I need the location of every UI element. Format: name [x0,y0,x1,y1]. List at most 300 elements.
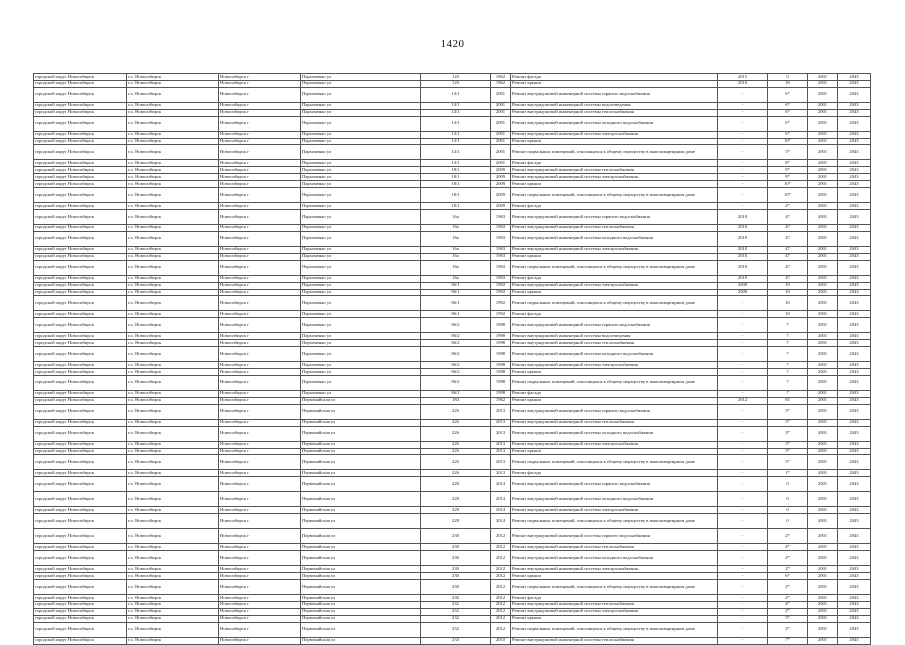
district-cell: г.о. Новосибирск [127,311,219,318]
street-cell: Первомайская ул [301,404,421,419]
wear-cell: 3* [768,448,808,455]
year-built-cell: 2012 [491,615,511,622]
year-built-cell: 2014 [491,514,511,529]
period-start-cell: 2001 [808,296,838,311]
period-end-cell: 2043 [838,203,871,210]
last-repair-year-cell: - [718,296,768,311]
municipality-cell: городской округ Новосибирск [34,209,127,224]
city-cell: Новосибирск г [219,448,301,455]
street-cell: Первомайская ул [301,622,421,637]
work-type-cell: Ремонт фасада [511,275,718,282]
street-cell: Пархоменко ул [301,231,421,246]
district-cell: г.о. Новосибирск [127,131,219,138]
district-cell: г.о. Новосибирск [127,507,219,514]
year-built-cell: 2012 [491,566,511,573]
table-row [34,224,871,231]
year-built-cell: 2013 [491,448,511,455]
work-type-cell: Ремонт внутридомовой инженерной системы горячего водоснабжения [511,404,718,419]
district-cell: г.о. Новосибирск [127,188,219,203]
municipality-cell: городской округ Новосибирск [34,260,127,275]
municipality-cell: городской округ Новосибирск [34,362,127,369]
city-cell: Новосибирск г [219,470,301,477]
district-cell: г.о. Новосибирск [127,470,219,477]
work-type-cell: Ремонт внутридомовой инженерной системы холодного водоснабжения [511,492,718,507]
city-cell: Новосибирск г [219,289,301,296]
street-cell: Пархоменко ул [301,87,421,102]
house-number-cell: 86/1 [421,296,491,311]
work-type-cell: Ремонт фасада [511,160,718,167]
table-row [34,551,871,566]
period-start-cell: 2001 [808,375,838,390]
house-number-cell: 16а [421,253,491,260]
period-end-cell: 2043 [838,246,871,253]
city-cell: Новосибирск г [219,102,301,109]
table-row [34,209,871,224]
period-end-cell: 2043 [838,544,871,551]
district-cell: г.о. Новосибирск [127,340,219,347]
work-type-cell: Ремонт внутридомовой инженерной системы теплоснабжения [511,224,718,231]
street-cell: Первомайская ул [301,507,421,514]
period-start-cell: 2001 [808,87,838,102]
house-number-cell: 232 [421,608,491,615]
city-cell: Новосибирск г [219,181,301,188]
period-start-cell: 2001 [808,102,838,109]
table-row [34,419,871,426]
last-repair-year-cell: - [718,455,768,470]
street-cell: Пархоменко ул [301,275,421,282]
work-type-cell: Ремонт внутридомовой инженерной системы холодного водоснабжения [511,551,718,566]
year-built-cell: 2009 [491,174,511,181]
house-number-cell: 14/1 [421,102,491,109]
period-end-cell: 2043 [838,470,871,477]
period-end-cell: 2043 [838,174,871,181]
wear-cell: 7 [768,362,808,369]
year-built-cell: 2009 [491,167,511,174]
last-repair-year-cell: - [718,311,768,318]
city-cell: Новосибирск г [219,116,301,131]
district-cell: г.о. Новосибирск [127,362,219,369]
wear-cell: 3* [768,441,808,448]
municipality-cell: городской округ Новосибирск [34,347,127,362]
municipality-cell: городской округ Новосибирск [34,507,127,514]
municipality-cell: городской округ Новосибирск [34,296,127,311]
house-number-cell: 18/1 [421,181,491,188]
year-built-cell: 1998 [491,318,511,333]
city-cell: Новосибирск г [219,260,301,275]
wear-cell: 2* [768,566,808,573]
work-type-cell: Ремонт внутридомовой инженерной системы теплоснабжения [511,419,718,426]
house-number-cell: 228 [421,477,491,492]
work-type-cell: Ремонт подвальных помещений, относящихся к общему имуществу в многоквартирном доме [511,296,718,311]
district-cell: г.о. Новосибирск [127,492,219,507]
period-end-cell: 2043 [838,231,871,246]
period-start-cell: 2001 [808,260,838,275]
house-number-cell: 232 [421,615,491,622]
municipality-cell: городской округ Новосибирск [34,181,127,188]
year-built-cell: 2012 [491,551,511,566]
last-repair-year-cell: - [718,131,768,138]
house-number-cell: 230 [421,580,491,595]
city-cell: Новосибирск г [219,529,301,544]
last-repair-year-cell: - [718,637,768,644]
municipality-cell: городской округ Новосибирск [34,573,127,580]
municipality-cell: городской округ Новосибирск [34,622,127,637]
last-repair-year-cell: - [718,369,768,376]
street-cell: Пархоменко ул [301,318,421,333]
period-end-cell: 2043 [838,318,871,333]
table-row [34,544,871,551]
street-cell: Первомайская ул [301,441,421,448]
municipality-cell: городской округ Новосибирск [34,375,127,390]
city-cell: Новосибирск г [219,109,301,116]
year-built-cell: 1998 [491,340,511,347]
house-number-cell: 16а [421,224,491,231]
work-type-cell: Ремонт внутридомовой инженерной системы электроснабжения [511,441,718,448]
street-cell: Первомайская ул [301,551,421,566]
period-end-cell: 2043 [838,637,871,644]
table-row [34,529,871,544]
street-cell: Пархоменко ул [301,289,421,296]
period-end-cell: 2043 [838,275,871,282]
period-end-cell: 2043 [838,102,871,109]
wear-cell: 7 [768,390,808,397]
work-type-cell: Ремонт внутридомовой инженерной системы холодного водоснабжения [511,231,718,246]
city-cell: Новосибирск г [219,426,301,441]
year-built-cell: 2013 [491,404,511,419]
last-repair-year-cell: - [718,470,768,477]
district-cell: г.о. Новосибирск [127,514,219,529]
period-start-cell: 2001 [808,174,838,181]
last-repair-year-cell: - [718,566,768,573]
street-cell: Пархоменко ул [301,390,421,397]
city-cell: Новосибирск г [219,441,301,448]
work-type-cell: Ремонт подвальных помещений, относящихся к общему имуществу в многоквартирном доме [511,260,718,275]
municipality-cell: городской округ Новосибирск [34,390,127,397]
city-cell: Новосибирск г [219,296,301,311]
period-start-cell: 2001 [808,397,838,404]
district-cell: г.о. Новосибирск [127,296,219,311]
table-row [34,87,871,102]
city-cell: Новосибирск г [219,514,301,529]
period-start-cell: 2001 [808,551,838,566]
street-cell: Пархоменко ул [301,224,421,231]
period-start-cell: 2001 [808,347,838,362]
district-cell: г.о. Новосибирск [127,174,219,181]
table-row [34,369,871,376]
district-cell: г.о. Новосибирск [127,426,219,441]
house-number-cell: 86/2 [421,375,491,390]
year-built-cell: 2001 [491,145,511,160]
wear-cell: 47 [768,275,808,282]
period-end-cell: 2043 [838,514,871,529]
year-built-cell: 2013 [491,419,511,426]
period-start-cell: 2001 [808,282,838,289]
wear-cell: 6* [768,87,808,102]
period-end-cell: 2043 [838,80,871,87]
street-cell: Первомайская ул [301,637,421,644]
house-number-cell: 184 [421,397,491,404]
year-built-cell: 1998 [491,375,511,390]
period-start-cell: 2001 [808,595,838,602]
municipality-cell: городской округ Новосибирск [34,608,127,615]
wear-cell: 2* [768,608,808,615]
house-number-cell: 226 [421,470,491,477]
last-repair-year-cell: - [718,544,768,551]
municipality-cell: городской округ Новосибирск [34,580,127,595]
city-cell: Новосибирск г [219,167,301,174]
table-row [34,253,871,260]
table-row [34,397,871,404]
wear-cell: 0 [768,492,808,507]
wear-cell: 10 [768,296,808,311]
table-row [34,188,871,203]
period-start-cell: 2001 [808,231,838,246]
municipality-cell: городской округ Новосибирск [34,131,127,138]
city-cell: Новосибирск г [219,209,301,224]
street-cell: Пархоменко ул [301,109,421,116]
house-number-cell: 16а [421,209,491,224]
district-cell: г.о. Новосибирск [127,253,219,260]
table-row [34,102,871,109]
last-repair-year-cell: - [718,87,768,102]
municipality-cell: городской округ Новосибирск [34,224,127,231]
municipality-cell: городской округ Новосибирск [34,595,127,602]
municipality-cell: городской округ Новосибирск [34,544,127,551]
last-repair-year-cell: - [718,167,768,174]
wear-cell: 65 [768,397,808,404]
house-number-cell: 16а [421,231,491,246]
city-cell: Новосибирск г [219,282,301,289]
wear-cell: 2* [768,203,808,210]
city-cell: Новосибирск г [219,347,301,362]
table-row [34,566,871,573]
district-cell: г.о. Новосибирск [127,333,219,340]
wear-cell: 7 [768,369,808,376]
street-cell: Первомайская ул [301,615,421,622]
street-cell: Пархоменко ул [301,102,421,109]
year-built-cell: 2009 [491,188,511,203]
work-type-cell: Ремонт внутридомовой инженерной системы электроснабжения [511,362,718,369]
last-repair-year-cell: 2010 [718,80,768,87]
period-start-cell: 2001 [808,507,838,514]
last-repair-year-cell: - [718,507,768,514]
period-start-cell: 2001 [808,311,838,318]
work-type-cell: Ремонт внутридомовой инженерной системы теплоснабжения [511,109,718,116]
table-row [34,333,871,340]
table-row [34,492,871,507]
table-row [34,181,871,188]
period-start-cell: 2001 [808,529,838,544]
wear-cell: 7 [768,347,808,362]
last-repair-year-cell: 2010 [718,231,768,246]
work-type-cell: Ремонт крыши [511,397,718,404]
period-end-cell: 2043 [838,492,871,507]
street-cell: Пархоменко ул [301,311,421,318]
municipality-cell: городской округ Новосибирск [34,275,127,282]
wear-cell: 0 [768,74,808,81]
city-cell: Новосибирск г [219,160,301,167]
municipality-cell: городской округ Новосибирск [34,231,127,246]
period-start-cell: 2001 [808,318,838,333]
last-repair-year-cell: - [718,551,768,566]
period-end-cell: 2043 [838,397,871,404]
work-type-cell: Ремонт внутридомовой инженерной системы горячего водоснабжения [511,477,718,492]
period-end-cell: 2043 [838,404,871,419]
period-start-cell: 2001 [808,426,838,441]
last-repair-year-cell: 2008 [718,289,768,296]
municipality-cell: городской округ Новосибирск [34,333,127,340]
street-cell: Первомайская ул [301,492,421,507]
district-cell: г.о. Новосибирск [127,116,219,131]
city-cell: Новосибирск г [219,566,301,573]
year-built-cell: 1963 [491,246,511,253]
period-end-cell: 2043 [838,622,871,637]
house-number-cell: 232 [421,622,491,637]
period-start-cell: 2001 [808,74,838,81]
last-repair-year-cell: - [718,477,768,492]
year-built-cell: 2012 [491,573,511,580]
period-end-cell: 2043 [838,507,871,514]
house-number-cell: 230 [421,566,491,573]
year-built-cell: 2001 [491,138,511,145]
year-built-cell: 2014 [491,507,511,514]
work-type-cell: Ремонт внутридомовой инженерной системы горячего водоснабжения [511,209,718,224]
wear-cell: 5* [768,145,808,160]
table-row [34,507,871,514]
street-cell: Пархоменко ул [301,174,421,181]
house-number-cell: 86/2 [421,333,491,340]
district-cell: г.о. Новосибирск [127,260,219,275]
district-cell: г.о. Новосибирск [127,601,219,608]
city-cell: Новосибирск г [219,275,301,282]
table-row [34,109,871,116]
table-row [34,138,871,145]
period-start-cell: 2001 [808,470,838,477]
municipality-cell: городской округ Новосибирск [34,246,127,253]
city-cell: Новосибирск г [219,404,301,419]
period-end-cell: 2043 [838,253,871,260]
period-end-cell: 2043 [838,224,871,231]
municipality-cell: городской округ Новосибирск [34,188,127,203]
period-start-cell: 2001 [808,601,838,608]
district-cell: г.о. Новосибирск [127,318,219,333]
period-start-cell: 2001 [808,253,838,260]
table-row [34,426,871,441]
house-number-cell: 18/1 [421,167,491,174]
work-type-cell: Ремонт внутридомовой инженерной системы теплоснабжения [511,167,718,174]
wear-cell: 0 [768,507,808,514]
period-end-cell: 2043 [838,74,871,81]
municipality-cell: городской округ Новосибирск [34,318,127,333]
last-repair-year-cell: - [718,116,768,131]
municipality-cell: городской округ Новосибирск [34,369,127,376]
wear-cell: 9* [768,174,808,181]
city-cell: Новосибирск г [219,477,301,492]
city-cell: Новосибирск г [219,615,301,622]
period-start-cell: 2001 [808,390,838,397]
last-repair-year-cell: - [718,174,768,181]
last-repair-year-cell: 2010 [718,275,768,282]
house-number-cell: 230 [421,595,491,602]
wear-cell: 7 [768,333,808,340]
work-type-cell: Ремонт крыши [511,448,718,455]
year-built-cell: 2013 [491,426,511,441]
city-cell: Новосибирск г [219,544,301,551]
city-cell: Новосибирск г [219,145,301,160]
last-repair-year-cell: 2010 [718,209,768,224]
period-start-cell: 2001 [808,492,838,507]
last-repair-year-cell: - [718,419,768,426]
last-repair-year-cell: - [718,340,768,347]
municipality-cell: городской округ Новосибирск [34,138,127,145]
period-end-cell: 2043 [838,260,871,275]
last-repair-year-cell: - [718,426,768,441]
wear-cell: 0 [768,477,808,492]
city-cell: Новосибирск г [219,595,301,602]
year-built-cell: 1963 [491,224,511,231]
period-start-cell: 2001 [808,145,838,160]
municipality-cell: городской округ Новосибирск [34,80,127,87]
house-number-cell: 14/1 [421,160,491,167]
table-row [34,573,871,580]
house-number-cell: 14/1 [421,131,491,138]
house-number-cell: 226 [421,455,491,470]
municipality-cell: городской округ Новосибирск [34,514,127,529]
work-type-cell: Ремонт фасада [511,470,718,477]
table-row [34,116,871,131]
year-built-cell: 2012 [491,580,511,595]
period-end-cell: 2043 [838,209,871,224]
page-number: 1420 [440,38,465,50]
work-type-cell: Ремонт подвальных помещений, относящихся к общему имуществу в многоквартирном доме [511,622,718,637]
municipality-cell: городской округ Новосибирск [34,492,127,507]
wear-cell: 10* [768,138,808,145]
wear-cell: 6* [768,116,808,131]
district-cell: г.о. Новосибирск [127,390,219,397]
last-repair-year-cell: - [718,492,768,507]
work-type-cell: Ремонт внутридомовой инженерной системы горячего водоснабжения [511,318,718,333]
wear-cell: 3* [768,455,808,470]
period-start-cell: 2001 [808,573,838,580]
city-cell: Новосибирск г [219,74,301,81]
last-repair-year-cell: - [718,318,768,333]
street-cell: Первомайская ул [301,544,421,551]
district-cell: г.о. Новосибирск [127,615,219,622]
last-repair-year-cell: - [718,595,768,602]
table-row [34,615,871,622]
wear-cell: 47 [768,260,808,275]
work-type-cell: Ремонт внутридомовой инженерной системы электроснабжения [511,608,718,615]
table-row [34,595,871,602]
district-cell: г.о. Новосибирск [127,231,219,246]
period-start-cell: 2001 [808,580,838,595]
house-number-cell: 86/2 [421,318,491,333]
city-cell: Новосибирск г [219,375,301,390]
house-number-cell: 12б [421,74,491,81]
period-start-cell: 2001 [808,160,838,167]
last-repair-year-cell: - [718,441,768,448]
house-number-cell: 228 [421,507,491,514]
work-type-cell: Ремонт внутридомовой инженерной системы теплоснабжения [511,340,718,347]
period-end-cell: 2043 [838,116,871,131]
municipality-cell: городской округ Новосибирск [34,160,127,167]
work-type-cell: Ремонт внутридомовой инженерной системы электроснабжения [511,246,718,253]
year-built-cell: 1998 [491,362,511,369]
street-cell: Пархоменко ул [301,362,421,369]
house-number-cell: 226 [421,426,491,441]
period-end-cell: 2043 [838,87,871,102]
wear-cell: 47 [768,231,808,246]
